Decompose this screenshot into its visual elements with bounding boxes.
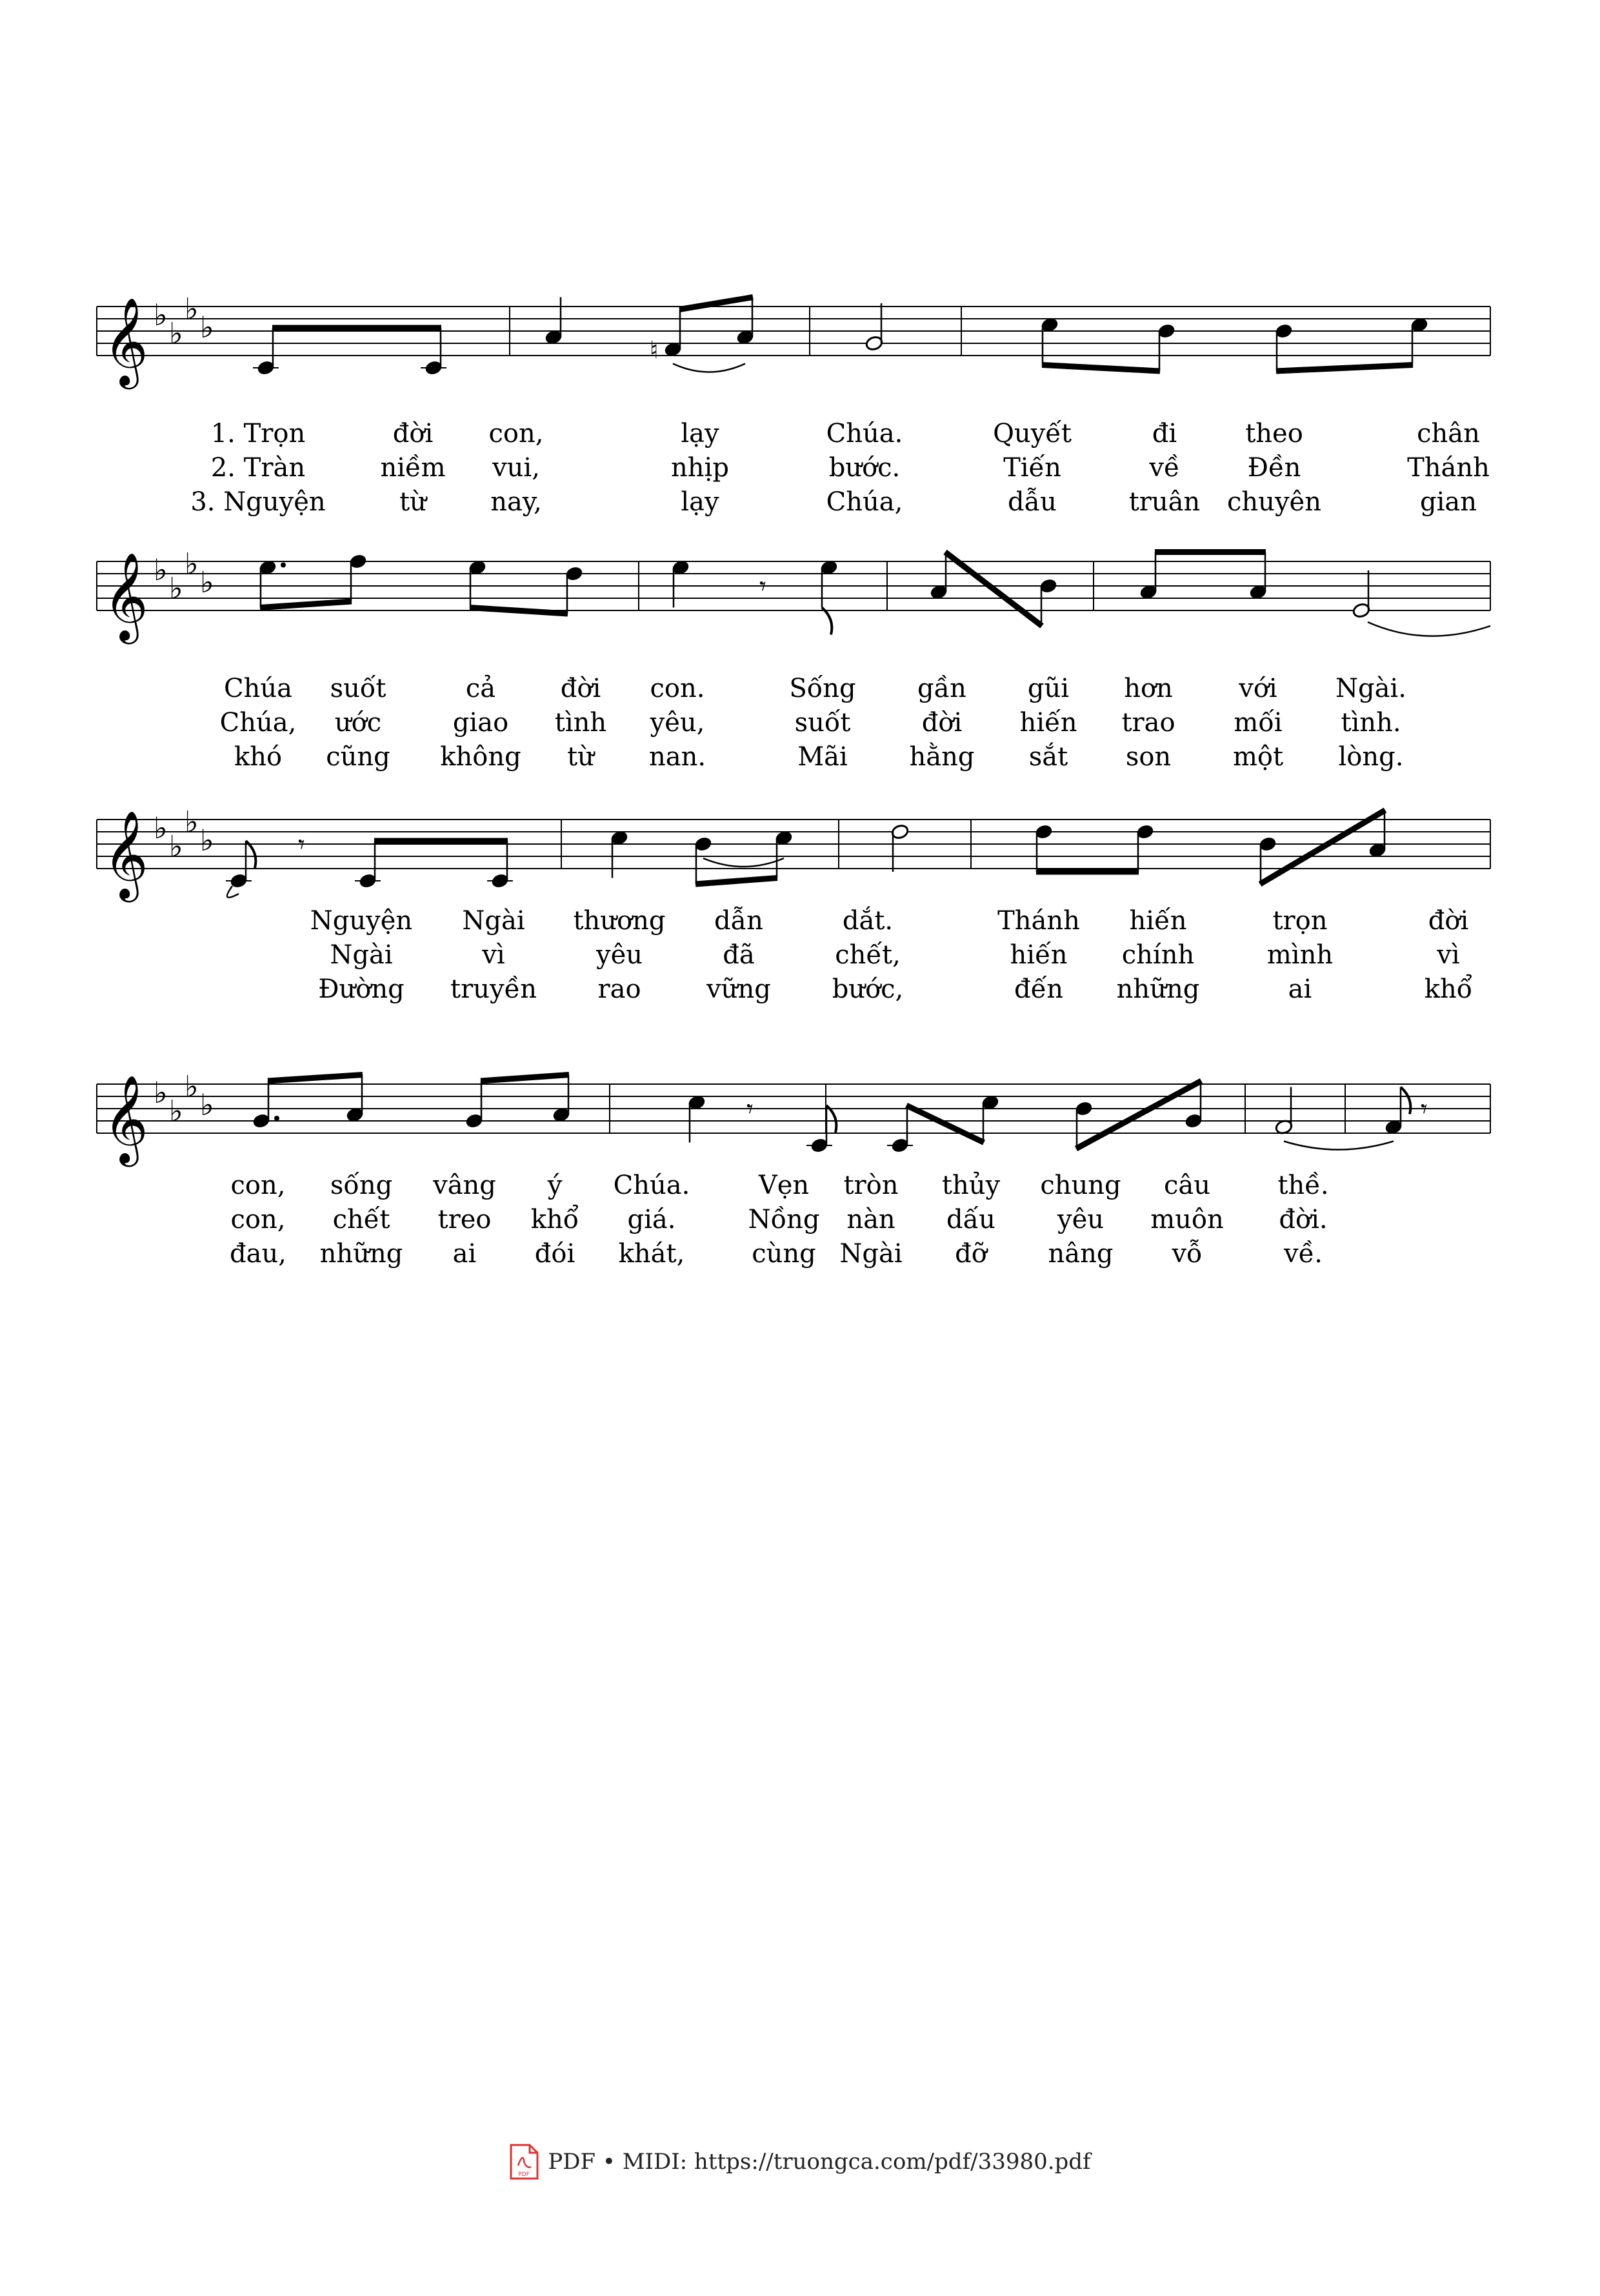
beam [945, 552, 1042, 627]
lyric-syllable: Chúa, [219, 708, 297, 738]
lyric-syllable: Sống [789, 674, 856, 703]
lyric-syllable: giao [452, 708, 509, 738]
lyric-syllable: câu [1163, 1171, 1211, 1200]
lyric-syllable: đến [1014, 974, 1063, 1004]
lyric-syllable: 3. Nguyện [190, 487, 326, 517]
lyric-syllable: suốt [794, 708, 851, 738]
lyric-syllable: thủy [941, 1171, 1001, 1200]
lyric-syllable: khó [234, 742, 283, 772]
lyric-syllable: mình [1266, 940, 1334, 970]
lyric-syllable: vâng [433, 1171, 496, 1200]
lyric-syllable: đỡ [955, 1239, 987, 1269]
beam [1260, 811, 1385, 885]
footer-link[interactable]: PDF • MIDI: https://truongca.com/pdf/33980.pdf [548, 2149, 1091, 2175]
lyric-syllable: rao [597, 974, 641, 1004]
lyric-syllable: đời [560, 674, 601, 703]
lyric-syllable: Chúa [224, 674, 292, 703]
lyric-syllable: ước [334, 708, 382, 738]
lyric-syllable: Chúa. [613, 1171, 690, 1200]
footer [0, 2142, 1600, 2181]
lyric-syllable: đau, [230, 1239, 286, 1269]
lyric-syllable: Đền [1247, 453, 1301, 483]
lyric-syllable: về [1149, 453, 1180, 483]
flat-icon: ♭ [154, 811, 168, 845]
lyric-syllable: son [1125, 742, 1172, 772]
lyric-syllable: thề. [1277, 1171, 1329, 1200]
lyric-syllable: yêu [1057, 1205, 1105, 1234]
lyric-syllable: truyền [450, 974, 537, 1004]
lyric-syllable: muôn [1150, 1205, 1224, 1234]
lyric-syllable: khổ [530, 1205, 579, 1234]
lyric-syllable: những [319, 1239, 403, 1269]
lyric-syllable: nàn [846, 1205, 895, 1234]
lyric-syllable: những [1116, 974, 1200, 1004]
flat-icon: ♭ [185, 291, 199, 327]
lyric-syllable: Thánh [1407, 453, 1490, 483]
flat-icon: ♭ [185, 804, 199, 840]
lyric-syllable: bước. [828, 453, 901, 483]
lyric-syllable: Quyết [993, 419, 1072, 448]
treble-clef-icon: 𝄞 [103, 1074, 148, 1163]
lyric-syllable: yêu, [650, 708, 705, 738]
lyric-syllable: đời [921, 708, 963, 738]
note-flag [826, 1105, 836, 1133]
flat-icon: ♭ [169, 316, 183, 351]
lyric-syllable: cả [465, 674, 496, 703]
lyric-syllable: Mãi [797, 742, 848, 772]
slur [673, 364, 745, 372]
lyric-syllable: lạy [681, 487, 719, 517]
lyric-syllable: Ngài [462, 906, 525, 936]
lyric-syllable: dẫu [1008, 487, 1057, 517]
lyric-syllable: tròn [843, 1171, 899, 1200]
dot [281, 563, 286, 568]
note-flag [1401, 1087, 1410, 1114]
lyric-syllable: Nồng [748, 1205, 820, 1234]
lyric-syllable: Chúa, [826, 487, 903, 517]
beam [679, 297, 753, 310]
lyric-syllable: gian [1419, 487, 1477, 517]
flat-icon: ♭ [169, 1093, 183, 1129]
lyric-syllable: truân [1128, 487, 1201, 517]
dot [274, 1116, 279, 1121]
lyric-syllable: yêu [595, 940, 643, 970]
lyric-syllable: về. [1284, 1239, 1323, 1269]
lyric-syllable: mối [1234, 708, 1283, 738]
lyric-syllable: sắt [1028, 742, 1068, 772]
tie [1368, 622, 1490, 636]
lyric-syllable: Nguyện [310, 906, 413, 936]
lyric-syllable: từ [399, 487, 426, 517]
staff-system [97, 1069, 1490, 1269]
lyric-syllable: nhịp [671, 453, 729, 483]
lyric-syllable: chết [332, 1205, 390, 1234]
lyric-syllable: dấu [946, 1205, 995, 1234]
lyric-syllable: bước, [832, 974, 904, 1004]
lyric-syllable: đời [392, 419, 434, 448]
flat-icon: ♭ [154, 552, 168, 587]
eighth-rest-icon: 𝄾 [298, 830, 305, 860]
tie [227, 886, 239, 898]
lyric-syllable: vững [706, 974, 771, 1004]
lyric-syllable: khổ [1424, 974, 1473, 1004]
staff-system [97, 805, 1490, 1005]
lyric-syllable: Tiến [1003, 453, 1061, 483]
lyric-syllable: Thánh [997, 906, 1080, 936]
lyric-syllable: sống [330, 1171, 393, 1200]
lyric-syllable: 2. Tràn [210, 453, 306, 483]
lyric-syllable: đói [534, 1239, 575, 1269]
natural-icon: ♮ [650, 336, 659, 365]
lyric-syllable: lạy [681, 419, 719, 448]
lyric-syllable: theo [1245, 419, 1303, 448]
lyric-syllable: đã [723, 940, 755, 970]
lyric-syllable: vui, [492, 453, 540, 483]
flat-icon: ♭ [169, 570, 183, 606]
lyric-syllable: chung [1040, 1171, 1121, 1200]
beam [470, 608, 568, 614]
flat-icon: ♭ [200, 310, 214, 345]
lyric-syllable: không [440, 742, 521, 772]
lyric-syllable: chết, [835, 940, 901, 970]
lyric-syllable: nan. [648, 742, 706, 772]
pdf-icon[interactable] [509, 2144, 539, 2180]
beam [1076, 1081, 1201, 1149]
lyric-syllable: ai [452, 1239, 477, 1269]
lyric-syllable: đi [1152, 419, 1177, 448]
lyric-syllable: nay, [490, 487, 542, 517]
eighth-rest-icon: 𝄾 [746, 1094, 754, 1124]
lyric-syllable: với [1239, 674, 1277, 703]
flat-icon: ♭ [200, 1087, 214, 1122]
lyric-syllable: khát, [618, 1239, 685, 1269]
beam [268, 1075, 363, 1082]
lyric-syllable: con. [650, 674, 705, 703]
lyric-syllable: cũng [326, 742, 390, 772]
svg-text:PDF: PDF [518, 2171, 530, 2178]
lyric-syllable: giá. [627, 1205, 676, 1234]
lyric-syllable: ý [547, 1171, 563, 1200]
flat-icon: ♭ [200, 823, 214, 858]
lyric-syllable: con, [230, 1205, 286, 1234]
lyric-syllable: Ngài. [1335, 674, 1406, 703]
lyric-syllable: con, [488, 419, 544, 448]
treble-clef-icon: 𝄞 [103, 551, 148, 640]
staff-system [97, 547, 1490, 772]
lyric-syllable: từ [567, 742, 594, 772]
eighth-rest-icon: 𝄾 [759, 572, 766, 601]
lyric-syllable: gũi [1027, 674, 1070, 703]
lyric-syllable: chân [1417, 419, 1480, 448]
lyric-syllable: treo [437, 1205, 492, 1234]
note-flag [246, 841, 255, 868]
treble-clef-icon: 𝄞 [103, 809, 148, 898]
lyric-syllable: lòng. [1338, 742, 1404, 772]
lyric-syllable: Ngài [839, 1239, 903, 1269]
lyric-syllable: tình. [1341, 708, 1401, 738]
beam [1042, 365, 1160, 372]
lyric-syllable: thương [573, 906, 666, 936]
lyric-syllable: hơn [1124, 674, 1173, 703]
flat-icon: ♭ [169, 829, 183, 864]
lyric-syllable: ai [1288, 974, 1312, 1004]
lyric-syllable: vì [1437, 940, 1460, 970]
lyric-syllable: Đường [318, 974, 405, 1004]
lyric-syllable: Ngài [330, 940, 393, 970]
lyric-syllable: một [1232, 742, 1284, 772]
flat-icon: ♭ [185, 1069, 199, 1104]
lyric-syllable: tình [554, 708, 607, 738]
flat-icon: ♭ [154, 1075, 168, 1110]
lyric-syllable: chuyên [1227, 487, 1321, 517]
note-flag [822, 608, 832, 635]
lyric-syllable: con, [230, 1171, 286, 1200]
lyric-syllable: 1. Trọn [210, 419, 306, 448]
flat-icon: ♭ [154, 297, 168, 332]
lyric-syllable: Vẹn [758, 1171, 810, 1200]
lyric-syllable: trọn [1272, 906, 1328, 936]
slur [1284, 1142, 1394, 1150]
lyric-syllable: niềm [380, 453, 446, 483]
beam [481, 1075, 569, 1082]
lyric-syllable: hiến [1010, 940, 1068, 970]
lyric-syllable: Chúa. [826, 419, 903, 448]
lyric-syllable: cùng [752, 1239, 816, 1269]
lyric-syllable: đời [1428, 906, 1469, 936]
lyric-syllable: hằng [909, 742, 975, 772]
treble-clef-icon: 𝄞 [103, 296, 148, 385]
flat-icon: ♭ [185, 546, 199, 581]
lyric-syllable: dắt. [842, 906, 894, 936]
beam [1276, 365, 1413, 372]
lyric-syllable: hiến [1129, 906, 1187, 936]
lyric-syllable: chính [1121, 940, 1195, 970]
lyric-syllable: trao [1121, 708, 1175, 738]
lyric-syllable: hiến [1019, 708, 1077, 738]
beam [695, 878, 777, 885]
slur [703, 858, 784, 867]
lyric-syllable: đời. [1279, 1205, 1328, 1234]
lyric-syllable: suốt [330, 674, 386, 703]
beam [260, 601, 352, 608]
lyric-syllable: nâng [1048, 1239, 1114, 1269]
staff-system [97, 292, 1490, 518]
flat-icon: ♭ [200, 565, 214, 599]
lyric-syllable: gần [917, 674, 966, 703]
eighth-rest-icon: 𝄾 [1421, 1094, 1428, 1124]
lyric-syllable: vỗ [1172, 1239, 1203, 1269]
lyric-syllable: dẫn [714, 906, 763, 936]
beam [906, 1105, 984, 1143]
lyric-syllable: vì [482, 940, 505, 970]
